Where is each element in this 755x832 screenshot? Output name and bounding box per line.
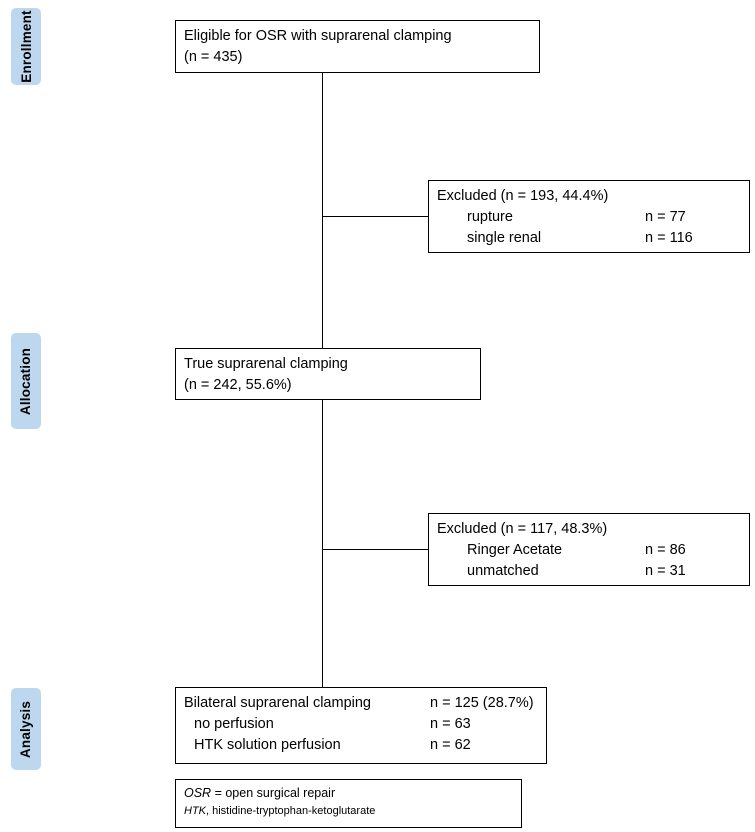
stage-label-allocation	[11, 333, 41, 429]
analysis-row-bilateral	[184, 693, 538, 714]
analysis-row-bilateral-value: n = 125 (28.7%)	[430, 695, 534, 711]
allocation-line-2: (n = 242, 55.6%)	[184, 377, 292, 393]
analysis-row-no-perfusion-label: no perfusion	[194, 716, 274, 732]
stage-label-analysis	[11, 688, 41, 770]
excluded-1-row-single-renal-label: single renal	[467, 230, 542, 246]
excluded-2-row-ringer-acetate-label: Ringer Acetate	[467, 542, 563, 558]
excluded-2-row-ringer-acetate-value: n = 86	[645, 542, 686, 558]
analysis-row-no-perfusion-value: n = 63	[430, 716, 471, 732]
stage-label-allocation-text: Allocation	[18, 347, 34, 415]
connector-eligible-to-allocation	[322, 73, 323, 348]
footnote-rest-1: = open surgical repair	[211, 786, 336, 800]
analysis-row-no-perfusion	[184, 714, 538, 735]
footnote-term-htk: HTK	[184, 805, 206, 817]
analysis-row-htk-perfusion-value: n = 62	[430, 737, 471, 753]
excluded-1-title: Excluded (n = 193, 44.4%)	[437, 188, 609, 204]
footnote-line-2	[184, 803, 513, 820]
excluded-2-title: Excluded (n = 117, 48.3%)	[437, 521, 608, 537]
excluded-1-row-rupture-label: rupture	[467, 209, 513, 225]
excluded-2-row-unmatched	[437, 561, 741, 582]
excluded-1-row-single-renal-value: n = 116	[645, 230, 693, 246]
stage-label-analysis-text: Analysis	[18, 700, 34, 758]
excluded-1-row-single-renal	[437, 228, 741, 249]
excluded-2-row-unmatched-label: unmatched	[467, 563, 539, 579]
analysis-row-bilateral-label: Bilateral suprarenal clamping	[184, 695, 371, 711]
analysis-row-htk-perfusion	[184, 735, 538, 756]
stage-label-enrollment	[11, 8, 41, 85]
box-excluded-1	[428, 180, 750, 253]
eligible-line-2: (n = 435)	[184, 49, 243, 65]
excluded-1-row-rupture-value: n = 77	[645, 209, 686, 225]
analysis-row-htk-perfusion-label: HTK solution perfusion	[194, 737, 341, 753]
excluded-1-row-rupture	[437, 207, 741, 228]
box-footnote	[175, 779, 522, 828]
box-eligible	[175, 20, 540, 73]
excluded-2-row-ringer-acetate	[437, 540, 741, 561]
footnote-term-osr: OSR	[184, 786, 212, 800]
footnote-line-1	[184, 784, 513, 803]
excluded-2-row-unmatched-value: n = 31	[645, 563, 686, 579]
connector-branch-excluded-2	[322, 549, 428, 550]
box-allocation	[175, 348, 481, 400]
connector-allocation-to-analysis	[322, 400, 323, 687]
box-excluded-2	[428, 513, 750, 586]
allocation-line-1: True suprarenal clamping	[184, 356, 348, 372]
footnote-rest-2: , histidine-tryptophan-ketoglutarate	[206, 805, 376, 817]
stage-label-enrollment-text: Enrollment	[18, 10, 34, 83]
eligible-line-1: Eligible for OSR with suprarenal clamping	[184, 28, 452, 44]
box-analysis	[175, 687, 547, 764]
connector-branch-excluded-1	[322, 216, 428, 217]
